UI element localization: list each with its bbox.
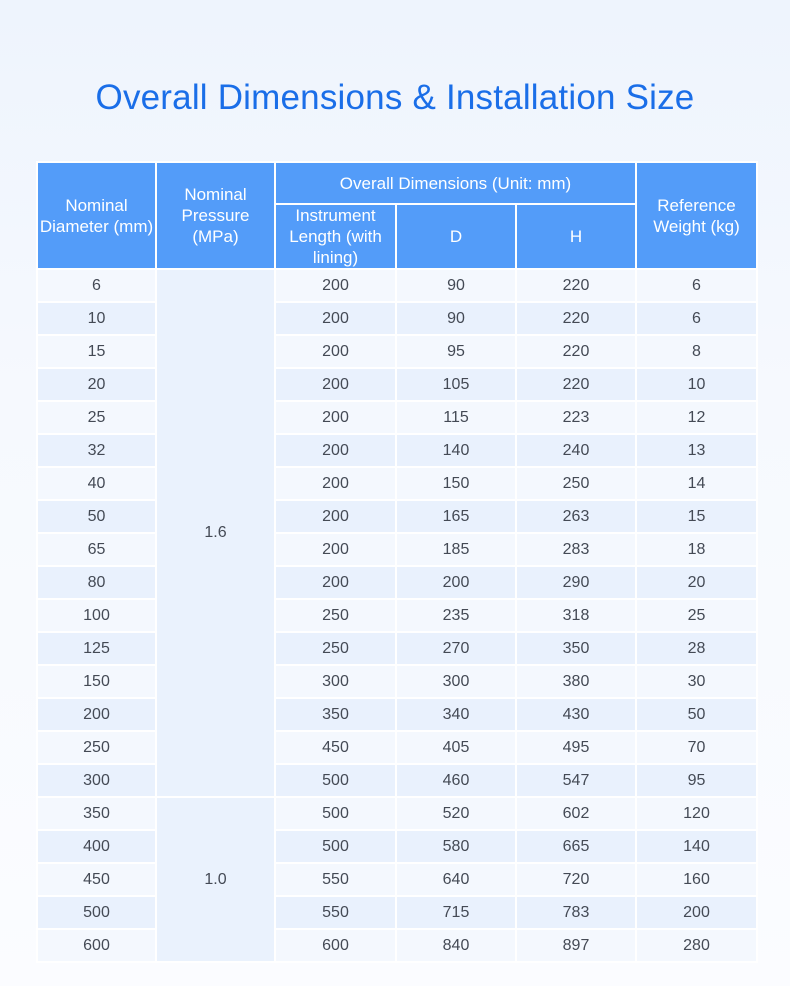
- cell-reference-weight: 8: [636, 335, 757, 368]
- cell-nominal-diameter: 450: [37, 863, 156, 896]
- table-row: [37, 764, 757, 797]
- cell-d: 840: [396, 929, 516, 962]
- cell-reference-weight: 18: [636, 533, 757, 566]
- cell-nominal-diameter: 350: [37, 797, 156, 830]
- cell-instrument-length: 200: [275, 335, 396, 368]
- table-row: [37, 533, 757, 566]
- cell-h: 290: [516, 566, 636, 599]
- table-row: [37, 863, 757, 896]
- cell-instrument-length: 450: [275, 731, 396, 764]
- cell-nominal-diameter: 25: [37, 401, 156, 434]
- cell-reference-weight: 6: [636, 269, 757, 302]
- cell-nominal-diameter: 400: [37, 830, 156, 863]
- cell-instrument-length: 200: [275, 500, 396, 533]
- cell-reference-weight: 14: [636, 467, 757, 500]
- cell-nominal-diameter: 500: [37, 896, 156, 929]
- table-row: [37, 830, 757, 863]
- cell-d: 715: [396, 896, 516, 929]
- cell-h: 602: [516, 797, 636, 830]
- cell-nominal-diameter: 32: [37, 434, 156, 467]
- cell-d: 340: [396, 698, 516, 731]
- cell-reference-weight: 6: [636, 302, 757, 335]
- table-row: [37, 698, 757, 731]
- table-body: [37, 269, 757, 962]
- cell-nominal-diameter: 125: [37, 632, 156, 665]
- cell-instrument-length: 200: [275, 566, 396, 599]
- table-row: [37, 599, 757, 632]
- table-row: [37, 632, 757, 665]
- cell-h: 380: [516, 665, 636, 698]
- table-row: [37, 896, 757, 929]
- cell-instrument-length: 200: [275, 533, 396, 566]
- cell-reference-weight: 12: [636, 401, 757, 434]
- table-row: [37, 269, 757, 302]
- cell-nominal-diameter: 50: [37, 500, 156, 533]
- cell-nominal-diameter: 300: [37, 764, 156, 797]
- table-row: [37, 335, 757, 368]
- table-row: [37, 731, 757, 764]
- table-row: [37, 434, 757, 467]
- table-row: [37, 302, 757, 335]
- cell-instrument-length: 200: [275, 467, 396, 500]
- cell-nominal-diameter: 65: [37, 533, 156, 566]
- cell-nominal-diameter: 20: [37, 368, 156, 401]
- cell-d: 460: [396, 764, 516, 797]
- cell-h: 665: [516, 830, 636, 863]
- cell-instrument-length: 500: [275, 830, 396, 863]
- cell-instrument-length: 550: [275, 896, 396, 929]
- cell-reference-weight: 200: [636, 896, 757, 929]
- cell-nominal-diameter: 6: [37, 269, 156, 302]
- cell-d: 95: [396, 335, 516, 368]
- cell-d: 140: [396, 434, 516, 467]
- cell-d: 90: [396, 269, 516, 302]
- cell-nominal-diameter: 15: [37, 335, 156, 368]
- header-nominal-diameter: Nominal Diameter (mm): [37, 162, 156, 269]
- cell-nominal-diameter: 200: [37, 698, 156, 731]
- header-overall-dimensions: Overall Dimensions (Unit: mm): [275, 162, 636, 204]
- cell-d: 90: [396, 302, 516, 335]
- cell-instrument-length: 200: [275, 368, 396, 401]
- cell-d: 405: [396, 731, 516, 764]
- table-row: [37, 467, 757, 500]
- cell-nominal-diameter: 250: [37, 731, 156, 764]
- cell-h: 495: [516, 731, 636, 764]
- cell-instrument-length: 250: [275, 632, 396, 665]
- cell-d: 150: [396, 467, 516, 500]
- cell-h: 897: [516, 929, 636, 962]
- cell-d: 300: [396, 665, 516, 698]
- cell-d: 640: [396, 863, 516, 896]
- cell-instrument-length: 200: [275, 269, 396, 302]
- cell-h: 783: [516, 896, 636, 929]
- cell-h: 250: [516, 467, 636, 500]
- cell-reference-weight: 280: [636, 929, 757, 962]
- cell-h: 240: [516, 434, 636, 467]
- cell-d: 200: [396, 566, 516, 599]
- cell-reference-weight: 13: [636, 434, 757, 467]
- header-h: H: [516, 204, 636, 269]
- cell-instrument-length: 550: [275, 863, 396, 896]
- page-title: Overall Dimensions & Installation Size: [95, 78, 695, 118]
- cell-reference-weight: 28: [636, 632, 757, 665]
- cell-h: 283: [516, 533, 636, 566]
- cell-d: 105: [396, 368, 516, 401]
- cell-instrument-length: 350: [275, 698, 396, 731]
- cell-instrument-length: 300: [275, 665, 396, 698]
- dimensions-table: [36, 161, 758, 963]
- cell-nominal-diameter: 150: [37, 665, 156, 698]
- cell-reference-weight: 120: [636, 797, 757, 830]
- table-row: [37, 566, 757, 599]
- cell-h: 220: [516, 368, 636, 401]
- table-row: [37, 797, 757, 830]
- cell-h: 223: [516, 401, 636, 434]
- header-instrument-length: Instrument Length (with lining): [275, 204, 396, 269]
- cell-instrument-length: 200: [275, 302, 396, 335]
- cell-nominal-diameter: 600: [37, 929, 156, 962]
- table-row: [37, 368, 757, 401]
- cell-reference-weight: 20: [636, 566, 757, 599]
- cell-d: 185: [396, 533, 516, 566]
- cell-nominal-pressure: 1.6: [156, 269, 275, 797]
- cell-nominal-diameter: 40: [37, 467, 156, 500]
- cell-reference-weight: 95: [636, 764, 757, 797]
- cell-nominal-diameter: 80: [37, 566, 156, 599]
- cell-reference-weight: 25: [636, 599, 757, 632]
- cell-h: 430: [516, 698, 636, 731]
- cell-h: 547: [516, 764, 636, 797]
- cell-d: 270: [396, 632, 516, 665]
- cell-d: 235: [396, 599, 516, 632]
- cell-nominal-pressure: 1.0: [156, 797, 275, 962]
- cell-reference-weight: 50: [636, 698, 757, 731]
- cell-instrument-length: 200: [275, 401, 396, 434]
- cell-reference-weight: 140: [636, 830, 757, 863]
- cell-d: 520: [396, 797, 516, 830]
- cell-h: 263: [516, 500, 636, 533]
- cell-nominal-diameter: 100: [37, 599, 156, 632]
- header-reference-weight: Reference Weight (kg): [636, 162, 757, 269]
- cell-h: 220: [516, 269, 636, 302]
- cell-h: 220: [516, 302, 636, 335]
- cell-h: 350: [516, 632, 636, 665]
- cell-instrument-length: 600: [275, 929, 396, 962]
- cell-instrument-length: 200: [275, 434, 396, 467]
- cell-reference-weight: 70: [636, 731, 757, 764]
- table-row: [37, 401, 757, 434]
- cell-reference-weight: 30: [636, 665, 757, 698]
- cell-instrument-length: 500: [275, 764, 396, 797]
- cell-d: 580: [396, 830, 516, 863]
- table-row: [37, 929, 757, 962]
- cell-h: 318: [516, 599, 636, 632]
- cell-reference-weight: 160: [636, 863, 757, 896]
- header-d: D: [396, 204, 516, 269]
- cell-instrument-length: 250: [275, 599, 396, 632]
- cell-reference-weight: 10: [636, 368, 757, 401]
- cell-h: 220: [516, 335, 636, 368]
- cell-instrument-length: 500: [275, 797, 396, 830]
- cell-reference-weight: 15: [636, 500, 757, 533]
- cell-d: 115: [396, 401, 516, 434]
- table-row: [37, 500, 757, 533]
- cell-d: 165: [396, 500, 516, 533]
- cell-h: 720: [516, 863, 636, 896]
- header-nominal-pressure: Nominal Pressure (MPa): [156, 162, 275, 269]
- cell-nominal-diameter: 10: [37, 302, 156, 335]
- table-row: [37, 665, 757, 698]
